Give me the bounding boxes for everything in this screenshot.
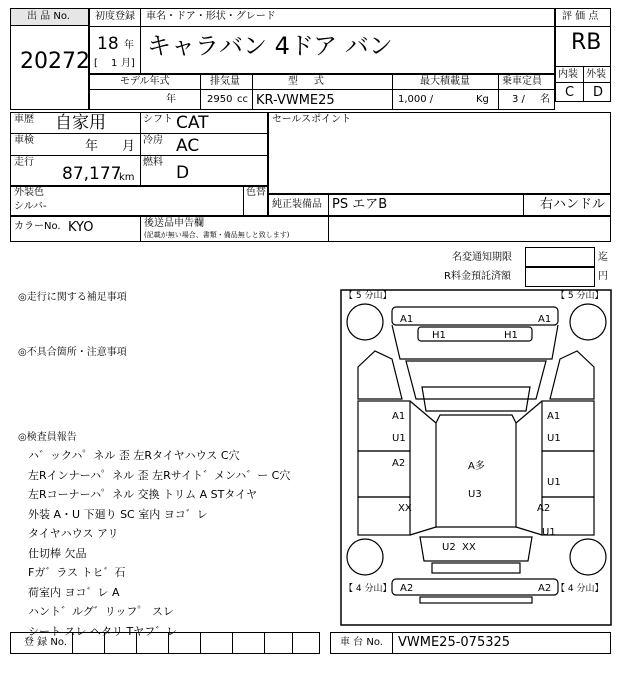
tire-top-right-label: 【 5 分山】 bbox=[556, 291, 604, 301]
capacity: 3 / bbox=[512, 94, 525, 105]
mark-hood-right: H1 bbox=[504, 330, 518, 341]
inspector-line: シート スレ ヘタリ Tヤフ゛レ bbox=[28, 624, 178, 638]
reg-cell-6 bbox=[264, 632, 265, 654]
tire-bottom-right-label: 【 4 分山】 bbox=[556, 584, 604, 594]
front-bumper bbox=[392, 307, 558, 325]
diagram-frame bbox=[341, 290, 611, 625]
inspector-line: タイヤハウス アリ bbox=[28, 527, 119, 540]
name-change-label: 名変通知期限 bbox=[452, 252, 512, 263]
mark-roof-a: A多 bbox=[468, 461, 485, 472]
shift: CAT bbox=[176, 113, 209, 133]
inspector-line: ハント゛ルグ゛リッフ゜ スレ bbox=[28, 605, 174, 618]
reg-cell-7 bbox=[292, 632, 293, 654]
tire-top-left-label: 【 5 分山】 bbox=[344, 291, 392, 301]
tire-bottom-left-label: 【 4 分山】 bbox=[344, 584, 392, 594]
car-name-label: 車名・ドア・形状・グレード bbox=[146, 11, 276, 22]
grade-vert-divider bbox=[583, 66, 584, 102]
reg-cell-3 bbox=[168, 632, 169, 654]
details-mid bbox=[140, 112, 141, 186]
fuel-label: 燃料 bbox=[143, 157, 163, 168]
back-window bbox=[432, 563, 520, 573]
inspection-year: 年 bbox=[85, 139, 99, 154]
inspector-report-label: ◎検査員報告 bbox=[18, 432, 77, 443]
tire-rear-right bbox=[570, 539, 606, 575]
specs-col1 bbox=[200, 74, 201, 110]
exterior-grade: D bbox=[593, 85, 604, 100]
exterior-color: シルバ- bbox=[14, 201, 47, 212]
first-reg-month-unit: 月] bbox=[121, 58, 135, 69]
selling-points-label: セールスポイント bbox=[272, 114, 352, 125]
mileage-unit: km bbox=[119, 172, 135, 183]
repaint-label: 色替 bbox=[246, 187, 266, 198]
reg-cell-4 bbox=[200, 632, 201, 654]
capacity-unit: 名 bbox=[540, 94, 550, 105]
details-box bbox=[10, 112, 268, 186]
specs-header-divider bbox=[89, 89, 555, 90]
mark-right-front-door-a: A1 bbox=[547, 411, 561, 422]
grade-label: 評 価 点 bbox=[562, 11, 599, 22]
reg-no-divider bbox=[72, 632, 73, 654]
tire-front-left bbox=[347, 304, 383, 340]
mark-rear-bumper-left: A2 bbox=[400, 583, 414, 594]
mark-right-rear-a: A2 bbox=[537, 503, 551, 514]
first-reg-year: 18 bbox=[97, 34, 119, 54]
inspection-month: 月 bbox=[122, 139, 136, 154]
color-no-box bbox=[10, 216, 611, 242]
mark-left-front-door-u: U1 bbox=[392, 433, 406, 444]
front-fender-left bbox=[358, 351, 402, 399]
docs-divider bbox=[328, 216, 329, 242]
recycle-unit: 円 bbox=[598, 271, 608, 282]
aircon: AC bbox=[176, 136, 200, 156]
mark-left-front-door-a: A1 bbox=[392, 411, 406, 422]
max-load-label: 最大積載量 bbox=[420, 76, 470, 87]
mileage-label: 走行 bbox=[14, 157, 34, 168]
driving-notes-label: ◎走行に関する補足事項 bbox=[18, 292, 127, 303]
inspector-line: 荷室内 ヨコ゛レ A bbox=[28, 585, 120, 599]
interior-grade: C bbox=[565, 85, 575, 100]
lot-number: 20272 bbox=[20, 49, 90, 74]
mark-roof-u: U3 bbox=[468, 489, 482, 500]
displacement-unit: cc bbox=[237, 94, 248, 105]
interior-grade-label: 内装 bbox=[558, 69, 578, 80]
chassis-no-label: 車 台 No. bbox=[340, 637, 383, 648]
chassis-no: VWME25-075325 bbox=[398, 635, 511, 650]
rear-step bbox=[420, 597, 532, 603]
specs-col4 bbox=[498, 74, 499, 110]
exterior-color-box bbox=[10, 186, 268, 216]
name-change-unit: 迄 bbox=[598, 252, 608, 263]
type-label: 型 式 bbox=[288, 76, 324, 87]
first-reg-month: 1 bbox=[111, 58, 118, 69]
hood-outline bbox=[392, 325, 558, 359]
model-year-label: モデル年式 bbox=[120, 76, 170, 87]
color-no: KYO bbox=[68, 220, 94, 235]
mark-right-rear-u: U1 bbox=[542, 527, 556, 538]
vehicle-damage-diagram bbox=[340, 289, 612, 627]
history-label: 車歴 bbox=[14, 114, 34, 125]
repaint-divider bbox=[243, 186, 244, 216]
first-reg-month-open: [ bbox=[94, 58, 98, 69]
history: 自家用 bbox=[55, 113, 106, 133]
exterior-grade-label: 外装 bbox=[586, 69, 606, 80]
rear-bumper bbox=[392, 579, 558, 595]
first-reg-year-unit: 年 bbox=[124, 40, 134, 51]
docs-note: (記載が無い場合、書類・備品無しと致します) bbox=[144, 231, 290, 239]
details-row1 bbox=[10, 133, 268, 134]
mark-left-slide-a: A2 bbox=[392, 458, 406, 469]
recycle-label: R料金預託済額 bbox=[444, 271, 511, 282]
tire-front-right bbox=[570, 304, 606, 340]
mark-front-bumper-right: A1 bbox=[538, 314, 552, 325]
header-title-divider bbox=[89, 26, 555, 27]
grade-title-divider bbox=[555, 26, 611, 27]
mark-back-door: U2 XX bbox=[442, 542, 476, 553]
reg-no-label: 登 録 No. bbox=[24, 637, 67, 648]
exterior-color-label: 外装色 bbox=[14, 187, 44, 198]
chassis-no-divider bbox=[392, 632, 393, 654]
mark-right-front-door-u: U1 bbox=[547, 433, 561, 444]
fuel: D bbox=[176, 163, 190, 183]
equipment-divider bbox=[328, 194, 329, 216]
lot-label: 出 品 No. bbox=[27, 11, 70, 22]
equipment-label: 純正装備品 bbox=[272, 199, 322, 210]
inspector-line: 左Rインナーハ゜ネル 歪 左Rサイト゛メンハ゛ー C穴 bbox=[28, 468, 291, 482]
inspector-line: ハ゛ックハ゜ネル 歪 左Rタイヤハウス C穴 bbox=[28, 449, 240, 462]
recycle-field bbox=[525, 267, 595, 287]
reg-cell-5 bbox=[232, 632, 233, 654]
reg-cell-1 bbox=[104, 632, 105, 654]
color-no-label: カラーNo. bbox=[14, 221, 61, 232]
windshield bbox=[406, 361, 546, 399]
reg-cell-2 bbox=[136, 632, 137, 654]
mark-rear-bumper-right: A2 bbox=[538, 583, 552, 594]
steering-divider bbox=[523, 194, 524, 216]
inspector-report-list bbox=[28, 447, 328, 642]
inspector-line: 仕切棒 欠品 bbox=[28, 546, 87, 560]
mark-hood-left: H1 bbox=[432, 330, 446, 341]
shift-label: シフト bbox=[143, 114, 173, 125]
first-reg-divider bbox=[140, 8, 141, 74]
tire-rear-left bbox=[347, 539, 383, 575]
details-row2 bbox=[10, 155, 268, 156]
inspector-line: Fガ゛ラス トヒ゛石 bbox=[28, 566, 126, 579]
steering: 右ハンドル bbox=[540, 197, 606, 212]
front-fender-right bbox=[550, 351, 594, 399]
specs-col2 bbox=[252, 74, 253, 110]
inspector-line: 外装 A・U 下廻り SC 室内 ヨコ゛レ bbox=[28, 507, 208, 521]
docs-label: 後送品申告欄 bbox=[144, 218, 204, 229]
defects-label: ◎不具合箇所・注意事項 bbox=[18, 347, 127, 358]
specs-col3 bbox=[392, 74, 393, 110]
back-door bbox=[420, 537, 532, 561]
displacement: 2950 bbox=[207, 94, 233, 105]
name-change-field bbox=[525, 247, 595, 267]
mark-right-slide-u: U1 bbox=[547, 477, 561, 488]
max-load-unit: Kg bbox=[476, 94, 489, 105]
displacement-label: 排気量 bbox=[210, 76, 240, 87]
model-type: KR-VWME25 bbox=[256, 93, 335, 108]
model-year-unit: 年 bbox=[166, 94, 176, 105]
color-no-divider bbox=[140, 216, 141, 242]
inspection-label: 車検 bbox=[14, 135, 34, 146]
inspector-line: 左Rコーナーハ゜ネル 交換 トリム A STタイヤ bbox=[28, 488, 258, 501]
mark-left-rear-panel: XX bbox=[398, 503, 412, 514]
car-name: キャラバン 4ドア バン bbox=[147, 32, 393, 60]
capacity-label: 乗車定員 bbox=[502, 76, 542, 87]
aircon-label: 冷房 bbox=[143, 135, 163, 146]
mark-front-bumper-left: A1 bbox=[400, 314, 414, 325]
mileage: 87,177 bbox=[62, 164, 122, 184]
overall-grade: RB bbox=[571, 30, 602, 55]
equipment: PS エアB bbox=[332, 197, 388, 212]
right-slide-door bbox=[542, 451, 594, 497]
max-load: 1,000 / bbox=[398, 94, 434, 105]
first-reg-label: 初度登録 bbox=[95, 11, 135, 22]
